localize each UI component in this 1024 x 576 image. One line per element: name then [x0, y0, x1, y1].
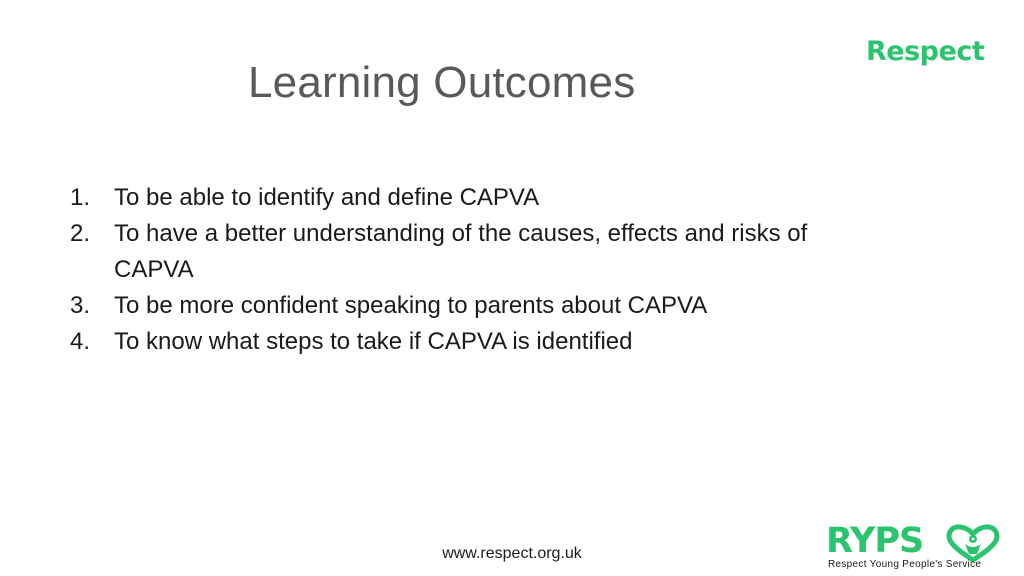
list-item	[70, 180, 890, 216]
list-item-text: To be able to identify and define CAPVA	[114, 184, 540, 211]
ryps-logo	[826, 522, 1006, 572]
hands-heart-icon	[944, 524, 1002, 562]
list-item-text: To know what steps to take if CAPVA is identified	[114, 328, 633, 355]
list-item	[70, 216, 890, 288]
learning-outcomes-list	[70, 180, 890, 360]
list-item-number: 2.	[70, 220, 91, 247]
list-item	[70, 324, 890, 360]
ryps-wordmark: RYPS	[826, 521, 924, 561]
list-item-number: 3.	[70, 292, 91, 319]
footer-url: www.respect.org.uk	[442, 545, 582, 562]
list-item-text: To have a better understanding of the causes, effects and risks of CAPVA	[114, 220, 808, 283]
list-item-number: 4.	[70, 328, 91, 355]
list-item	[70, 288, 890, 324]
respect-logo: Respect	[866, 36, 985, 67]
ryps-tagline: Respect Young People's Service	[828, 559, 982, 570]
list-item-number: 1.	[70, 184, 91, 211]
slide-title: Learning Outcomes	[248, 58, 636, 107]
list-item-text: To be more confident speaking to parents about CAPVA	[114, 292, 708, 319]
